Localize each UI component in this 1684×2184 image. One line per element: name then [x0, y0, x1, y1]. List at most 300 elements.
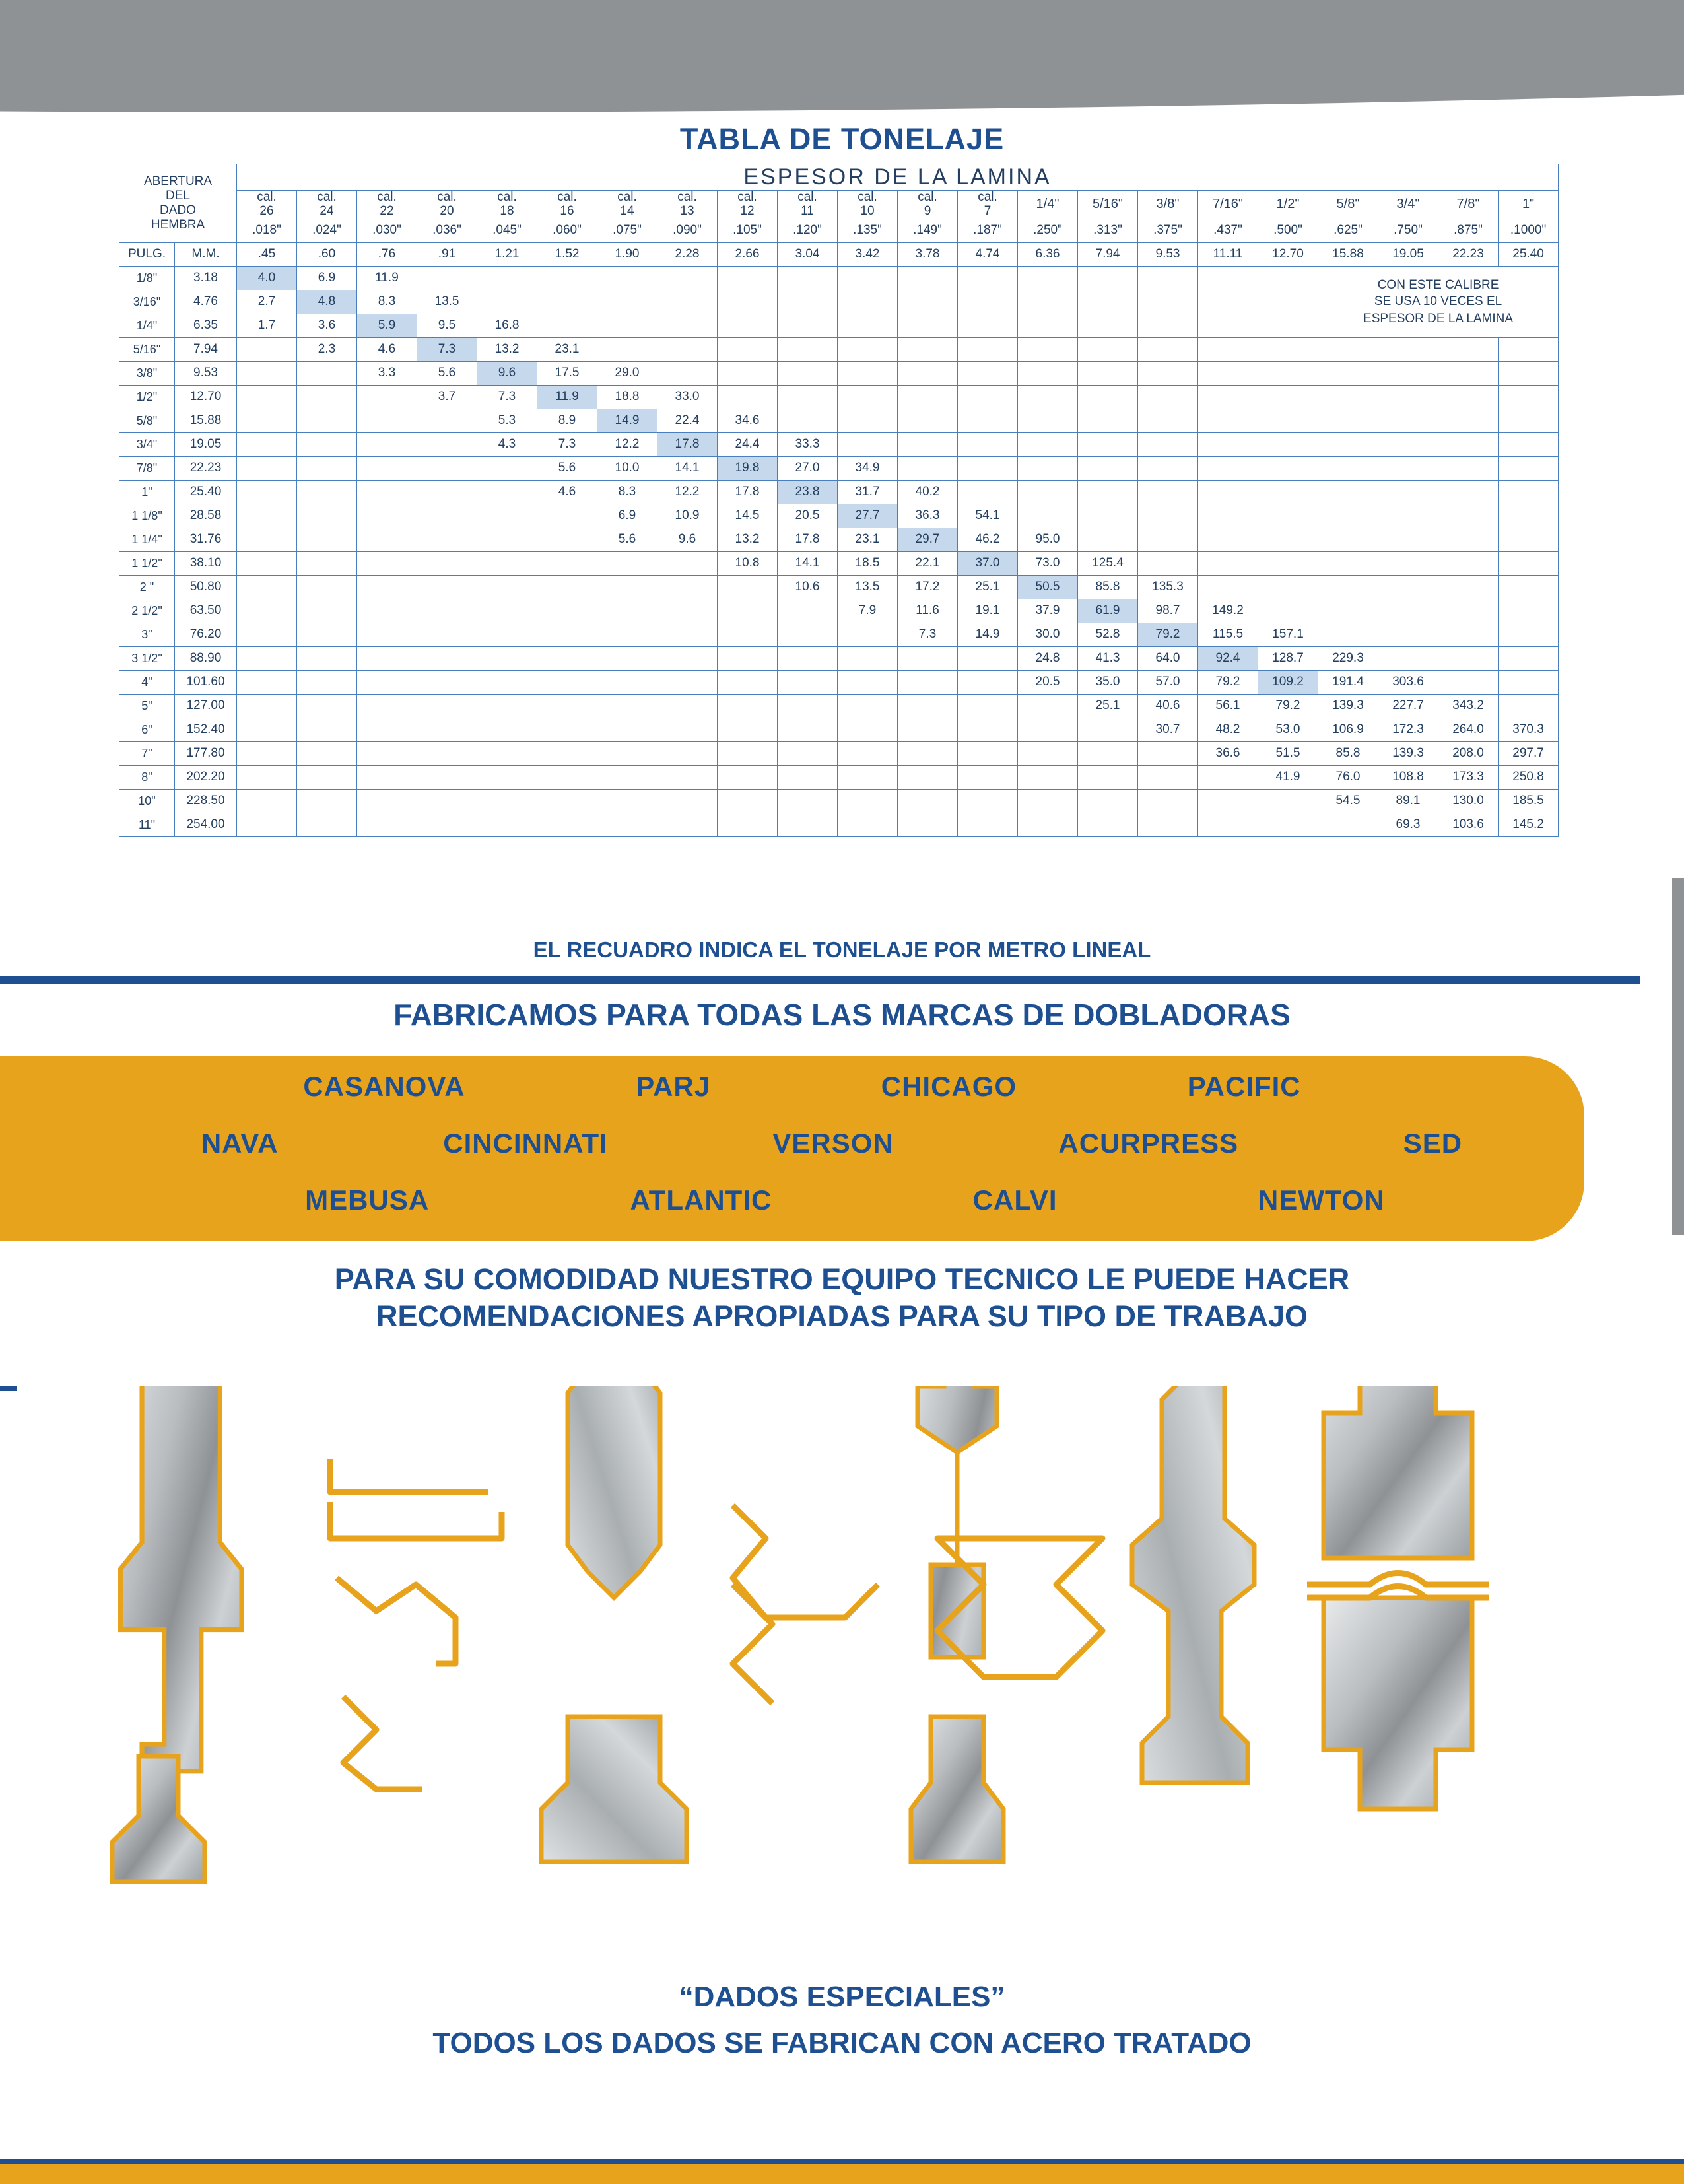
tonnage-cell	[1438, 456, 1499, 480]
tonnage-cell: 227.7	[1378, 694, 1438, 718]
unit-label-pulg: PULG.	[119, 242, 175, 266]
left-blue-tick	[0, 1386, 17, 1391]
tonnage-cell: 36.3	[898, 504, 958, 528]
tonnage-cell	[1078, 314, 1138, 337]
tonnage-cell	[1198, 314, 1258, 337]
row-label-mm: 202.20	[175, 765, 237, 789]
tonnage-cell	[357, 551, 417, 575]
tonnage-cell	[357, 480, 417, 504]
gauge-label: 3/4"	[1378, 191, 1438, 219]
tonnage-cell	[237, 718, 297, 741]
gauge-label: 1/4"	[1018, 191, 1078, 219]
tonnage-cell	[297, 385, 357, 409]
row-label-pulg: 6"	[119, 718, 175, 741]
tonnage-cell: 23.1	[838, 528, 898, 551]
table-header-row-mm	[119, 242, 1559, 266]
table-note: CON ESTE CALIBRE SE USA 10 VECES EL ESPESOR DE LA LAMINA	[1318, 266, 1559, 337]
tonnage-cell: 34.9	[838, 456, 898, 480]
row-label-mm: 19.05	[175, 432, 237, 456]
tonnage-cell	[1318, 551, 1378, 575]
table-row	[119, 813, 1559, 836]
tonnage-cell	[1438, 480, 1499, 504]
tonnage-cell	[838, 266, 898, 290]
tonnage-cell	[1078, 765, 1138, 789]
tonnage-cell	[1499, 337, 1559, 361]
gauge-inch: .060"	[537, 219, 597, 242]
gauge-label: 5/8"	[1318, 191, 1378, 219]
tonnage-cell: 10.9	[657, 504, 718, 528]
tonnage-cell	[1258, 599, 1318, 623]
tonnage-cell	[477, 646, 537, 670]
tonnage-cell	[1138, 385, 1198, 409]
tonnage-cell: 16.8	[477, 314, 537, 337]
gauge-mm: .76	[357, 242, 417, 266]
tonnage-cell	[597, 765, 657, 789]
tonnage-cell	[1078, 361, 1138, 385]
tonnage-cell	[778, 789, 838, 813]
tonnage-cell	[297, 646, 357, 670]
tonnage-cell	[1258, 361, 1318, 385]
blue-divider	[0, 976, 1640, 984]
tonnage-cell: 11.9	[357, 266, 417, 290]
gauge-mm: 2.28	[657, 242, 718, 266]
tonnage-cell	[898, 765, 958, 789]
gauge-mm: 12.70	[1258, 242, 1318, 266]
tonnage-cell	[1258, 575, 1318, 599]
brand-name: ACURPRESS	[1058, 1128, 1239, 1159]
right-grey-strip	[1672, 878, 1684, 1235]
tonnage-cell: 370.3	[1499, 718, 1559, 741]
tonnage-cell: 40.6	[1138, 694, 1198, 718]
tonnage-cell	[297, 551, 357, 575]
gauge-label: cal. 7	[958, 191, 1018, 219]
tonnage-cell	[778, 337, 838, 361]
tonnage-cell	[1018, 314, 1078, 337]
tonnage-cell	[718, 623, 778, 646]
tonnage-cell: 54.1	[958, 504, 1018, 528]
tonnage-cell	[718, 337, 778, 361]
gauge-label: cal. 20	[417, 191, 477, 219]
tonnage-cell: 103.6	[1438, 813, 1499, 836]
tonnage-cell: 8.9	[537, 409, 597, 432]
tonnage-cell	[718, 670, 778, 694]
header-abertura: ABERTURA DEL DADO HEMBRA	[119, 164, 237, 243]
tonnage-cell	[1198, 480, 1258, 504]
brand-name: SED	[1403, 1128, 1463, 1159]
table-row	[119, 765, 1559, 789]
tonnage-cell	[1378, 623, 1438, 646]
gauge-label: cal. 26	[237, 191, 297, 219]
tonnage-cell	[1318, 528, 1378, 551]
tonnage-cell: 208.0	[1438, 741, 1499, 765]
tonnage-cell	[1438, 409, 1499, 432]
brand-name: VERSON	[772, 1128, 894, 1159]
tonnage-cell: 18.8	[597, 385, 657, 409]
tonnage-cell: 1.7	[237, 314, 297, 337]
tonnage-cell	[838, 290, 898, 314]
brand-name: PACIFIC	[1187, 1071, 1301, 1102]
table-row	[119, 528, 1559, 551]
tonnage-cell: 130.0	[1438, 789, 1499, 813]
tonnage-cell	[1499, 432, 1559, 456]
tonnage-cell	[1438, 670, 1499, 694]
tonnage-cell	[898, 813, 958, 836]
tonnage-cell	[718, 741, 778, 765]
tonnage-cell	[1018, 504, 1078, 528]
gauge-inch: .030"	[357, 219, 417, 242]
row-label-mm: 25.40	[175, 480, 237, 504]
tonnage-cell	[1378, 385, 1438, 409]
tonnage-cell: 46.2	[958, 528, 1018, 551]
tonnage-cell	[237, 528, 297, 551]
tonnage-cell: 4.3	[477, 432, 537, 456]
tonnage-cell	[477, 741, 537, 765]
row-label-mm: 127.00	[175, 694, 237, 718]
tonnage-cell: 54.5	[1318, 789, 1378, 813]
table-row	[119, 718, 1559, 741]
tonnage-cell	[1378, 337, 1438, 361]
tonnage-cell	[357, 646, 417, 670]
tonnage-cell	[597, 741, 657, 765]
table-row	[119, 646, 1559, 670]
tonnage-cell	[1499, 599, 1559, 623]
tonnage-cell: 36.6	[1198, 741, 1258, 765]
tonnage-cell: 343.2	[1438, 694, 1499, 718]
tonnage-cell	[898, 694, 958, 718]
tonnage-cell	[898, 456, 958, 480]
tonnage-cell	[1078, 337, 1138, 361]
tonnage-cell	[1018, 694, 1078, 718]
tonnage-cell	[898, 789, 958, 813]
tonnage-cell: 24.8	[1018, 646, 1078, 670]
tonnage-cell: 6.9	[297, 266, 357, 290]
tonnage-cell	[718, 266, 778, 290]
tonnage-cell	[537, 670, 597, 694]
tonnage-cell	[1018, 409, 1078, 432]
gauge-mm: 6.36	[1018, 242, 1078, 266]
gauge-inch: .750"	[1378, 219, 1438, 242]
tonnage-cell	[1018, 765, 1078, 789]
gauge-inch: .149"	[898, 219, 958, 242]
brand-name: NEWTON	[1258, 1184, 1385, 1215]
tonnage-cell	[778, 646, 838, 670]
tonnage-cell: 14.9	[597, 409, 657, 432]
tonnage-cell	[1138, 789, 1198, 813]
tonnage-cell	[657, 361, 718, 385]
tonnage-cell	[958, 646, 1018, 670]
tonnage-cell: 85.8	[1078, 575, 1138, 599]
tonnage-cell	[1438, 337, 1499, 361]
tonnage-cell	[1078, 266, 1138, 290]
tonnage-cell	[1499, 528, 1559, 551]
tonnage-cell	[1499, 646, 1559, 670]
row-label-pulg: 3"	[119, 623, 175, 646]
row-label-mm: 38.10	[175, 551, 237, 575]
tonnage-cell	[958, 385, 1018, 409]
gauge-label: cal. 13	[657, 191, 718, 219]
tonnage-cell	[838, 623, 898, 646]
tonnage-cell	[237, 456, 297, 480]
gauge-label: cal. 10	[838, 191, 898, 219]
tonnage-cell	[417, 623, 477, 646]
tonnage-cell: 4.8	[297, 290, 357, 314]
tonnage-cell	[1258, 480, 1318, 504]
tonnage-cell	[898, 741, 958, 765]
gauge-label: cal. 14	[597, 191, 657, 219]
tonnage-cell	[1258, 456, 1318, 480]
bottom-blue-bar	[0, 2159, 1684, 2164]
tonnage-cell	[237, 599, 297, 623]
tonnage-cell: 13.2	[718, 528, 778, 551]
tonnage-cell: 17.2	[898, 575, 958, 599]
tonnage-cell: 264.0	[1438, 718, 1499, 741]
tonnage-cell	[1018, 337, 1078, 361]
gauge-mm: 3.04	[778, 242, 838, 266]
tonnage-cell	[417, 741, 477, 765]
tonnage-cell: 95.0	[1018, 528, 1078, 551]
tonnage-cell: 30.7	[1138, 718, 1198, 741]
row-label-pulg: 1/2"	[119, 385, 175, 409]
tonnage-cell	[1318, 504, 1378, 528]
tonnage-cell: 139.3	[1318, 694, 1378, 718]
gauge-mm: 3.42	[838, 242, 898, 266]
tonnage-cell	[297, 409, 357, 432]
tonnage-cell: 35.0	[1078, 670, 1138, 694]
gauge-label: cal. 12	[718, 191, 778, 219]
tonnage-cell	[838, 694, 898, 718]
tonnage-cell	[778, 694, 838, 718]
tonnage-cell	[1078, 385, 1138, 409]
tonnage-cell	[477, 694, 537, 718]
tonnage-cell	[297, 694, 357, 718]
tonnage-cell	[417, 480, 477, 504]
tonnage-cell	[1318, 623, 1378, 646]
tonnage-cell	[297, 504, 357, 528]
gauge-inch: .036"	[417, 219, 477, 242]
brand-name: CASANOVA	[303, 1071, 465, 1102]
tonnage-cell: 109.2	[1258, 670, 1318, 694]
tonnage-cell	[718, 361, 778, 385]
tonnage-cell	[597, 290, 657, 314]
gauge-inch: .024"	[297, 219, 357, 242]
tonnage-cell	[477, 266, 537, 290]
row-label-pulg: 2 1/2"	[119, 599, 175, 623]
tonnage-cell	[1438, 599, 1499, 623]
tonnage-cell	[1138, 266, 1198, 290]
tonnage-cell	[297, 789, 357, 813]
tonnage-cell	[357, 670, 417, 694]
tonnage-cell	[1499, 670, 1559, 694]
tonnage-cell: 29.0	[597, 361, 657, 385]
tonnage-cell	[1078, 504, 1138, 528]
tonnage-cell: 92.4	[1198, 646, 1258, 670]
tonnage-cell	[417, 718, 477, 741]
tonnage-cell: 56.1	[1198, 694, 1258, 718]
special-dies-label: “DADOS ESPECIALES”	[679, 1981, 1005, 2013]
tonnage-cell	[537, 528, 597, 551]
tonnage-cell	[597, 314, 657, 337]
tonnage-cell	[1258, 314, 1318, 337]
tonnage-cell: 23.8	[778, 480, 838, 504]
tonnage-cell	[1198, 765, 1258, 789]
tonnage-cell	[1378, 575, 1438, 599]
row-label-mm: 9.53	[175, 361, 237, 385]
tonnage-cell	[477, 456, 537, 480]
tonnage-cell	[1138, 409, 1198, 432]
tonnage-cell	[597, 646, 657, 670]
tonnage-cell	[1318, 337, 1378, 361]
gauge-mm: .91	[417, 242, 477, 266]
tonnage-cell	[297, 528, 357, 551]
tonnage-cell	[1258, 528, 1318, 551]
row-label-pulg: 5/16"	[119, 337, 175, 361]
tonnage-cell: 7.3	[898, 623, 958, 646]
tonnage-table	[119, 164, 1559, 837]
gauge-mm: 11.11	[1198, 242, 1258, 266]
tonnage-cell	[1258, 551, 1318, 575]
table-header-row-inches	[119, 219, 1559, 242]
tonnage-cell	[597, 599, 657, 623]
tonnage-cell	[838, 718, 898, 741]
tonnage-cell	[718, 718, 778, 741]
die-profiles-illustration	[66, 1386, 1604, 1967]
tonnage-cell	[1078, 789, 1138, 813]
page-title: TABLA DE TONELAJE	[679, 122, 1005, 156]
tonnage-cell	[1258, 385, 1318, 409]
tonnage-cell	[417, 670, 477, 694]
row-label-mm: 228.50	[175, 789, 237, 813]
tonnage-cell	[1378, 646, 1438, 670]
tonnage-cell	[1258, 504, 1318, 528]
tonnage-cell	[1078, 480, 1138, 504]
tonnage-cell: 76.0	[1318, 765, 1378, 789]
tonnage-cell	[477, 480, 537, 504]
gauge-inch: .135"	[838, 219, 898, 242]
tonnage-cell	[838, 813, 898, 836]
tonnage-cell	[1438, 551, 1499, 575]
tonnage-cell	[1018, 789, 1078, 813]
tonnage-cell	[237, 623, 297, 646]
tonnage-cell	[718, 813, 778, 836]
tonnage-cell	[1198, 385, 1258, 409]
tonnage-cell	[1378, 432, 1438, 456]
tonnage-cell	[657, 765, 718, 789]
tonnage-cell: 128.7	[1258, 646, 1318, 670]
tonnage-cell	[1378, 528, 1438, 551]
tonnage-cell	[958, 314, 1018, 337]
tonnage-cell	[1499, 456, 1559, 480]
tonnage-cell: 172.3	[1378, 718, 1438, 741]
tonnage-cell	[477, 813, 537, 836]
gauge-label: 7/8"	[1438, 191, 1499, 219]
tonnage-cell	[898, 361, 958, 385]
tonnage-cell	[417, 765, 477, 789]
tonnage-cell	[597, 813, 657, 836]
gauge-label: cal. 22	[357, 191, 417, 219]
tonnage-cell	[1499, 409, 1559, 432]
tonnage-cell	[357, 623, 417, 646]
tonnage-cell: 37.9	[1018, 599, 1078, 623]
tonnage-cell: 51.5	[1258, 741, 1318, 765]
row-label-pulg: 1 1/2"	[119, 551, 175, 575]
tonnage-cell	[958, 480, 1018, 504]
tonnage-cell	[1378, 456, 1438, 480]
tonnage-cell	[1318, 385, 1378, 409]
tonnage-cell	[898, 409, 958, 432]
tonnage-cell	[297, 361, 357, 385]
tonnage-cell	[1078, 409, 1138, 432]
gauge-label: 1/2"	[1258, 191, 1318, 219]
tonnage-cell: 10.0	[597, 456, 657, 480]
table-header-row-1	[119, 164, 1559, 191]
tonnage-cell	[1438, 385, 1499, 409]
tonnage-cell	[237, 361, 297, 385]
tonnage-cell	[597, 551, 657, 575]
tonnage-cell	[1138, 504, 1198, 528]
tonnage-cell	[657, 290, 718, 314]
tonnage-cell	[1318, 575, 1378, 599]
tonnage-cell: 229.3	[1318, 646, 1378, 670]
tonnage-cell: 29.7	[898, 528, 958, 551]
tonnage-cell: 149.2	[1198, 599, 1258, 623]
row-label-mm: 28.58	[175, 504, 237, 528]
tonnage-cell: 27.7	[838, 504, 898, 528]
tonnage-cell	[1258, 813, 1318, 836]
tonnage-cell	[537, 575, 597, 599]
tonnage-cell: 22.1	[898, 551, 958, 575]
tonnage-cell	[537, 623, 597, 646]
row-label-pulg: 1"	[119, 480, 175, 504]
tonnage-cell	[838, 361, 898, 385]
die-profiles-svg	[66, 1386, 1604, 1967]
tonnage-cell	[1258, 337, 1318, 361]
tonnage-cell	[838, 314, 898, 337]
tonnage-cell	[537, 694, 597, 718]
tonnage-cell	[1078, 432, 1138, 456]
tonnage-cell: 3.7	[417, 385, 477, 409]
row-label-pulg: 3/16"	[119, 290, 175, 314]
tonnage-cell	[237, 504, 297, 528]
tonnage-cell	[1499, 623, 1559, 646]
tonnage-cell	[597, 266, 657, 290]
tonnage-cell	[657, 813, 718, 836]
tonnage-cell	[597, 623, 657, 646]
gauge-label: cal. 11	[778, 191, 838, 219]
tonnage-cell	[778, 741, 838, 765]
row-label-mm: 6.35	[175, 314, 237, 337]
tonnage-cell	[1018, 432, 1078, 456]
tonnage-cell: 9.6	[657, 528, 718, 551]
row-label-pulg: 11"	[119, 813, 175, 836]
tonnage-cell	[477, 528, 537, 551]
tonnage-cell	[1198, 551, 1258, 575]
tonnage-cell	[718, 575, 778, 599]
tonnage-cell	[1438, 432, 1499, 456]
tonnage-cell	[477, 599, 537, 623]
brands-row-3	[0, 1184, 1584, 1216]
row-label-mm: 101.60	[175, 670, 237, 694]
tonnage-cell: 25.1	[958, 575, 1018, 599]
tonnage-cell	[1078, 528, 1138, 551]
table-row	[119, 741, 1559, 765]
brand-name: CALVI	[972, 1184, 1058, 1215]
tonnage-cell	[1198, 504, 1258, 528]
tonnage-cell: 79.2	[1258, 694, 1318, 718]
gauge-inch: .105"	[718, 219, 778, 242]
row-label-pulg: 3/8"	[119, 361, 175, 385]
tonnage-cell	[1198, 432, 1258, 456]
tonnage-cell	[718, 599, 778, 623]
